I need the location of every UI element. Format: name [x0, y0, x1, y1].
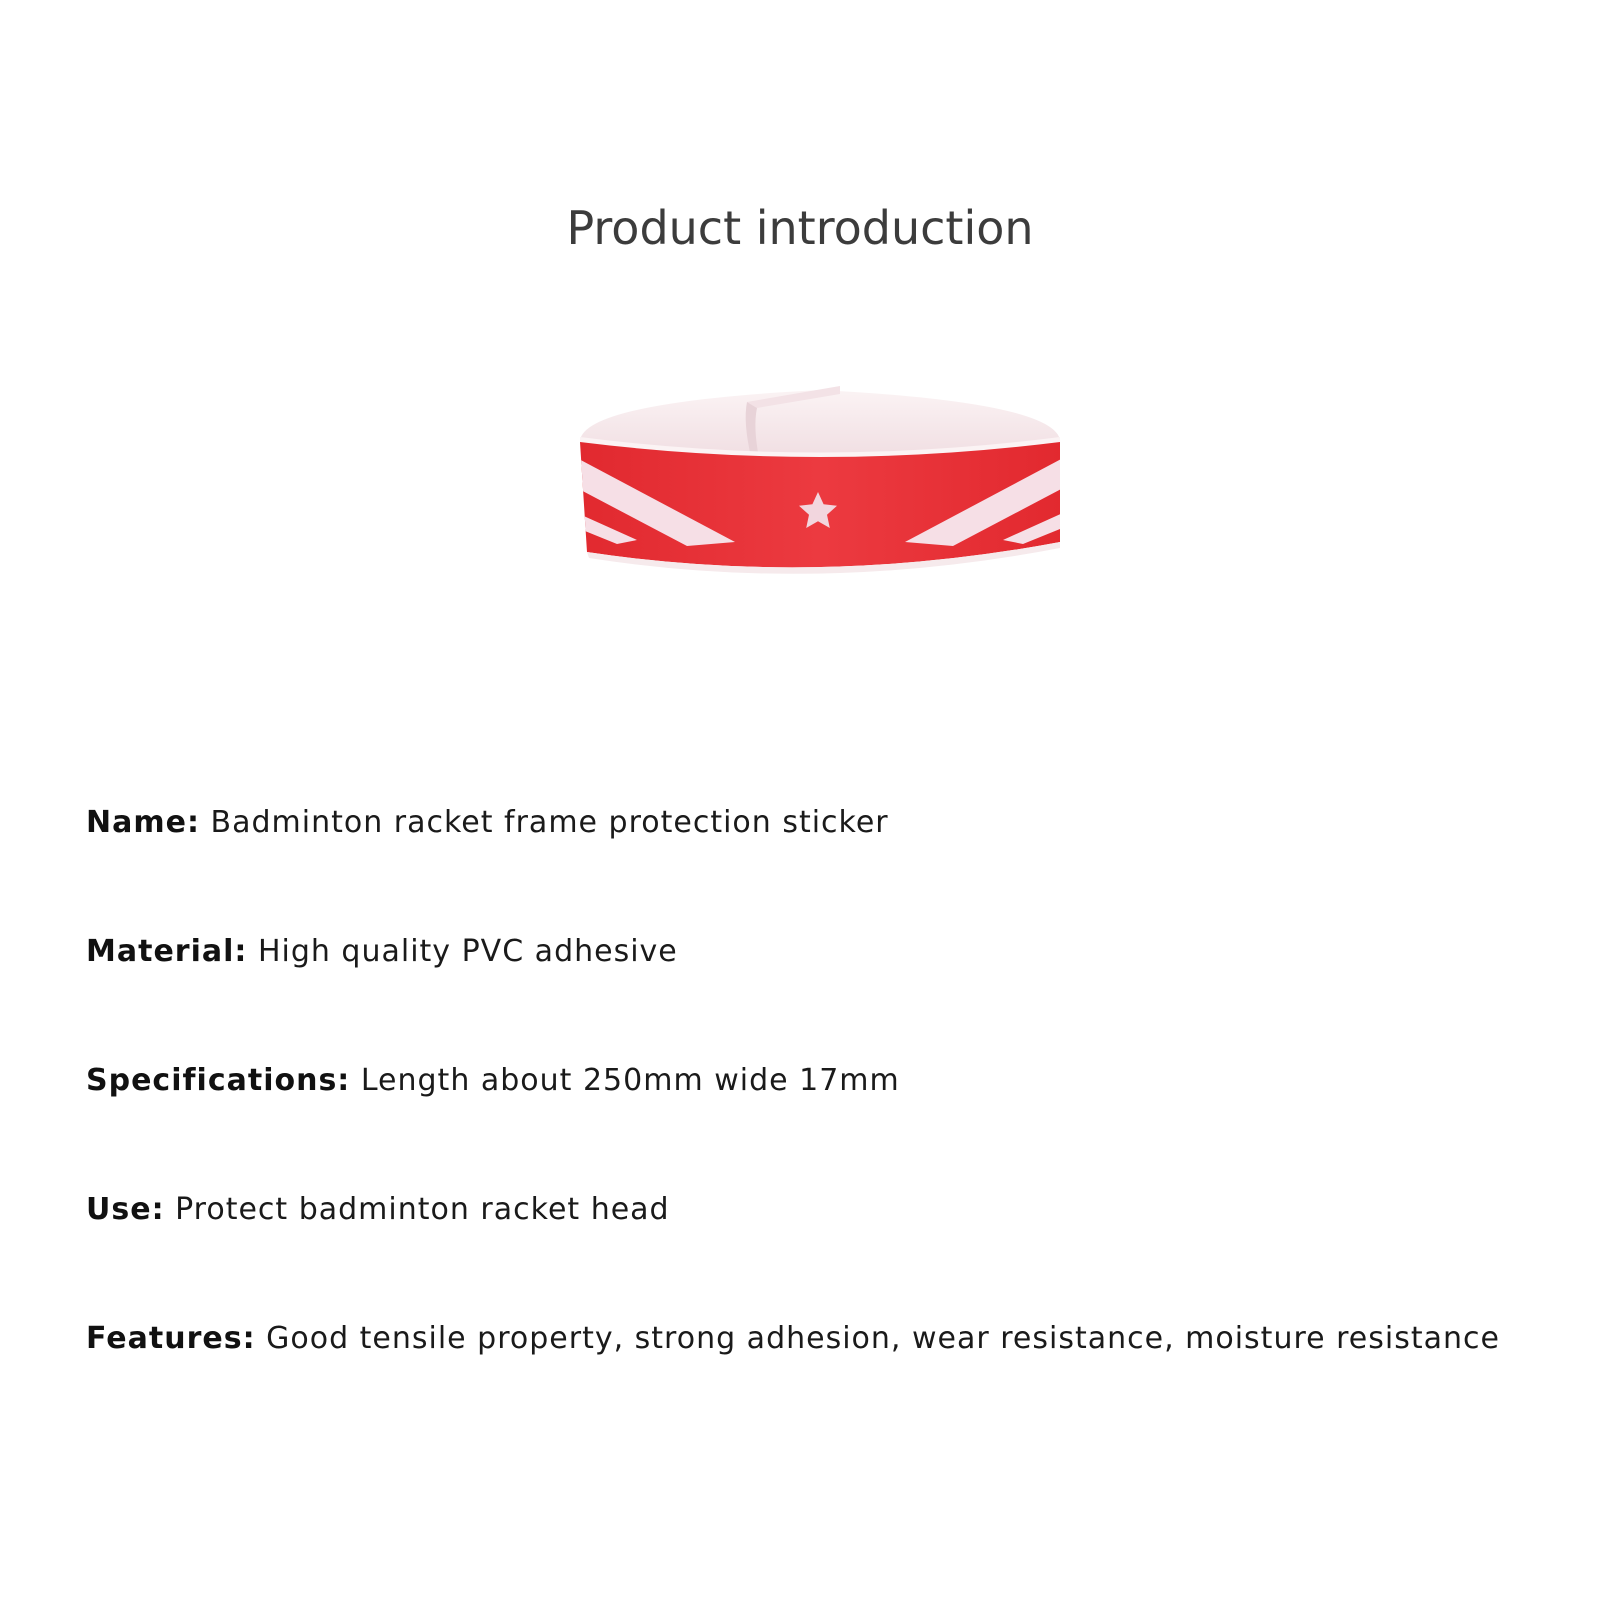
spec-label: Material:	[86, 934, 248, 969]
spec-specifications	[86, 1061, 1500, 1190]
spec-value: Protect badminton racket head	[175, 1192, 670, 1227]
spec-value: High quality PVC adhesive	[257, 934, 678, 969]
spec-value: Good tensile property, strong adhesion, wear resistance, moisture resistance	[266, 1321, 1500, 1356]
spec-label: Features:	[86, 1321, 256, 1356]
spec-list	[86, 803, 1500, 1448]
spec-label: Name:	[86, 805, 200, 840]
spec-name	[86, 803, 1500, 932]
page-title: Product introduction	[566, 201, 1034, 255]
spec-label: Specifications:	[86, 1063, 351, 1098]
spec-features	[86, 1319, 1500, 1448]
spec-value: Badminton racket frame protection sticker	[210, 805, 889, 840]
spec-label: Use:	[86, 1192, 165, 1227]
red-racket-protection-tape-icon	[575, 382, 1065, 592]
spec-material	[86, 932, 1500, 1061]
spec-use	[86, 1190, 1500, 1319]
spec-value: Length about 250mm wide 17mm	[360, 1063, 900, 1098]
